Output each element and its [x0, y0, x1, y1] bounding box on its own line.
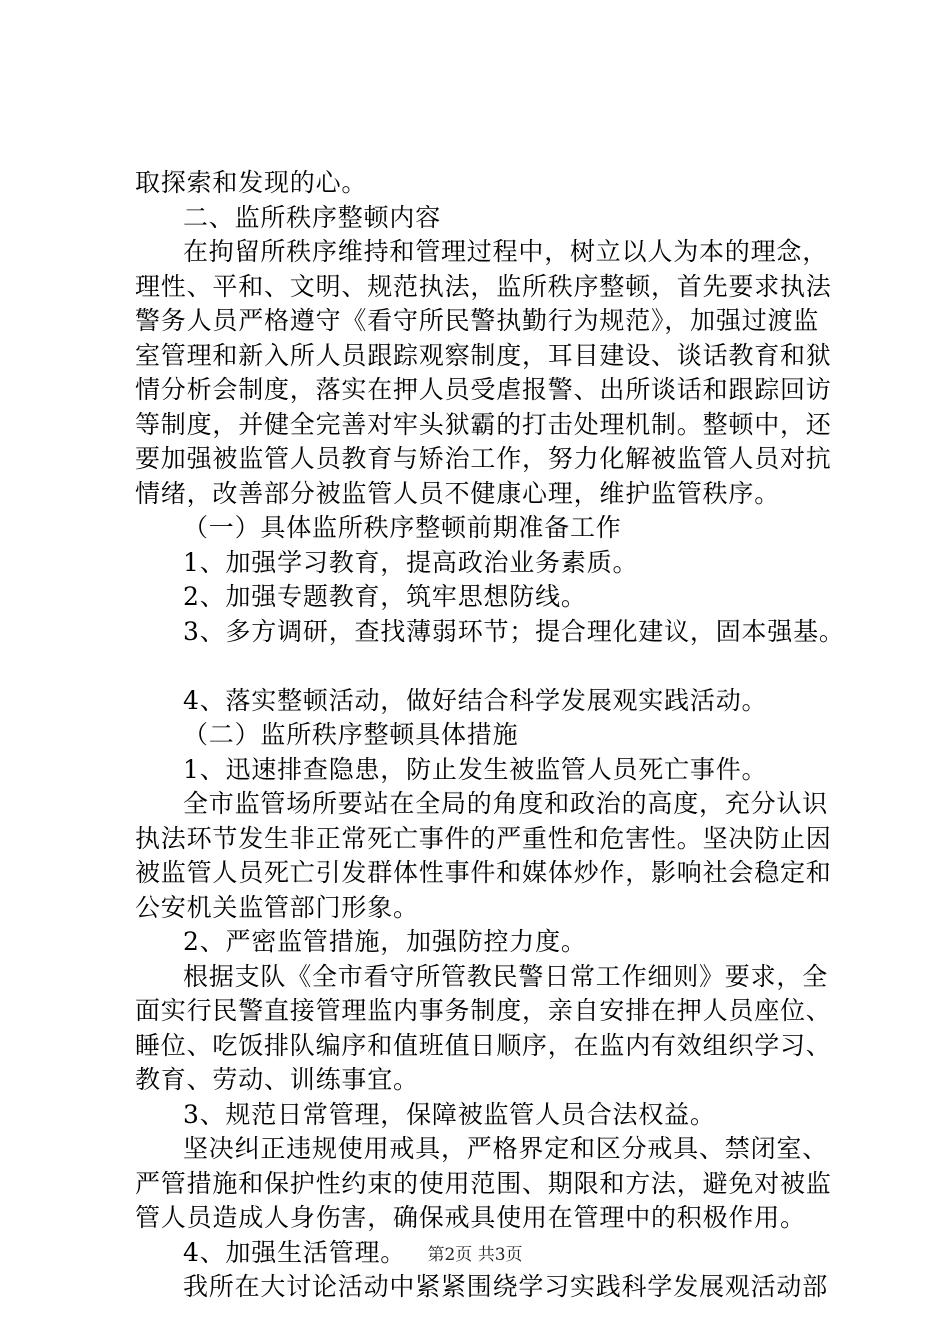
- paragraph-line: 在拘留所秩序维持和管理过程中，树立以人为本的理念，: [183, 237, 829, 266]
- subsection-heading: （二）监所秩序整顿具体措施: [183, 720, 519, 749]
- list-item: 4、加强生活管理。: [183, 1237, 407, 1267]
- paragraph-line: 我所在大讨论活动中紧紧围绕学习实践科学发展观活动部: [183, 1272, 829, 1301]
- paragraph-line: 根据支队《全市看守所管教民警日常工作细则》要求，全: [183, 961, 829, 991]
- paragraph-line: 情分析会制度，落实在押人员受虐报警、出所谈话和跟踪回访: [135, 375, 832, 404]
- paragraph-line: 警务人员严格遵守《看守所民警执勤行为规范》，加强过渡监: [135, 306, 820, 335]
- paragraph-line: 严管措施和保护性约束的使用范围、期限和方法，避免对被监: [135, 1168, 832, 1198]
- paragraph-line: 坚决纠正违规使用戒具，严格界定和区分戒具、禁闭室、: [183, 1134, 829, 1163]
- paragraph-line: 室管理和新入所人员跟踪观察制度，耳目建设、谈话教育和狱: [135, 340, 832, 370]
- list-item: 3、规范日常管理，保障被监管人员合法权益。: [183, 1099, 716, 1129]
- paragraph-line: 全市监管场所要站在全局的角度和政治的高度，充分认识: [183, 789, 829, 818]
- paragraph-line: 面实行民警直接管理监内事务制度，亲自安排在押人员座位、: [135, 996, 832, 1025]
- paragraph-line: 公安机关监管部门形象。: [135, 892, 419, 922]
- subsection-heading: （一）具体监所秩序整顿前期准备工作: [183, 513, 622, 542]
- paragraph-line: 情绪，改善部分被监管人员不健康心理，维护监管秩序。: [135, 478, 781, 508]
- list-item: 4、落实整顿活动，做好结合科学发展观实践活动。: [183, 685, 768, 715]
- list-item: 2、严密监管措施，加强防控力度。: [183, 927, 587, 956]
- paragraph-line: 要加强被监管人员教育与矫治工作，努力化解被监管人员对抗: [135, 444, 832, 473]
- paragraph-line: 睡位、吃饭排队编序和值班值日顺序，在监内有效组织学习、: [135, 1030, 832, 1060]
- list-item: 1、迅速排查隐患，防止发生被监管人员死亡事件。: [183, 754, 768, 784]
- paragraph-line: 取探索和发现的心。: [135, 168, 368, 197]
- document-body: [135, 166, 845, 1305]
- paragraph-line: 管人员造成人身伤害，确保戒具使用在管理中的积极作用。: [135, 1203, 806, 1232]
- list-item: 3、多方调研，查找薄弱环节；提合理化建议，固本强基。: [183, 616, 845, 646]
- list-item: 1、加强学习教育，提高政治业务素质。: [183, 547, 639, 577]
- paragraph-line: 执法环节发生非正常死亡事件的严重性和危害性。坚决防止因: [135, 823, 832, 853]
- blank-line: [135, 649, 835, 684]
- paragraph-line: 被监管人员死亡引发群体性事件和媒体炒作，影响社会稳定和: [135, 858, 832, 887]
- page-number-footer: 第2页 共3页: [427, 1245, 523, 1265]
- paragraph-line: 等制度，并健全完善对牢头狱霸的打击处理机制。整顿中，还: [135, 409, 832, 439]
- paragraph-line: 理性、平和、文明、规范执法，监所秩序整顿，首先要求执法: [135, 271, 832, 301]
- section-heading: 二、监所秩序整顿内容: [183, 202, 442, 232]
- paragraph-line: 教育、劳动、训练事宜。: [135, 1065, 419, 1094]
- list-item: 2、加强专题教育，筑牢思想防线。: [183, 582, 587, 611]
